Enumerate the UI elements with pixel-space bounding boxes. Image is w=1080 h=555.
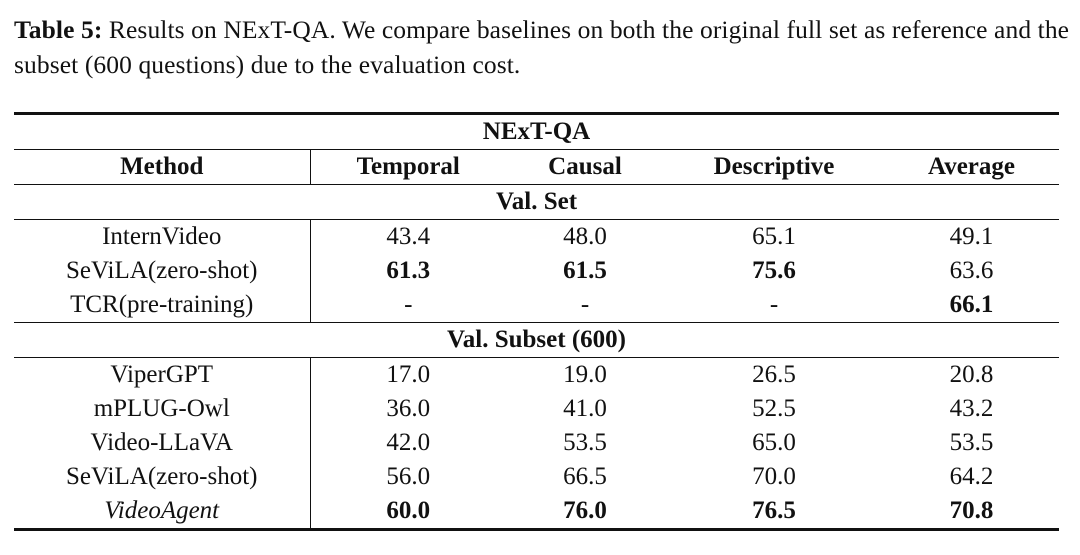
header-average: Average [884, 150, 1059, 185]
value-cell: - [580, 291, 590, 318]
value-cell: 20.8 [884, 358, 1059, 393]
value-cell-best: 75.6 [752, 257, 796, 284]
section-header [14, 323, 1059, 358]
method-cell: Video-LLaVA [14, 426, 310, 460]
method-cell: SeViLA(zero-shot) [14, 254, 310, 288]
value-cell: 43.2 [949, 395, 994, 422]
table-row [14, 392, 1059, 426]
table-row [14, 254, 1059, 288]
section-header [14, 185, 1059, 220]
table-title: NExT-QA [14, 114, 1059, 150]
value-cell: 17.0 [310, 358, 506, 393]
header-method: Method [14, 150, 310, 185]
value-cell: 36.0 [386, 395, 431, 422]
method-cell: ViperGPT [14, 358, 310, 393]
value-cell: 43.4 [310, 220, 506, 255]
value-cell: 70.0 [752, 463, 796, 490]
value-cell: 49.1 [884, 220, 1059, 255]
header-row [14, 150, 1059, 185]
method-cell: mPLUG-Owl [14, 392, 310, 426]
value-cell-best: 60.0 [310, 494, 506, 530]
header-temporal: Temporal [310, 150, 506, 185]
table-caption [14, 12, 1074, 82]
section-val-set: Val. Set [14, 185, 1059, 220]
table-row [14, 220, 1059, 255]
table-row [14, 426, 1059, 460]
value-cell: 42.0 [386, 429, 431, 456]
section-val-subset: Val. Subset (600) [14, 323, 1059, 358]
value-cell: - [769, 291, 779, 318]
value-cell: 26.5 [664, 358, 884, 393]
value-cell: 56.0 [386, 463, 431, 490]
method-cell: VideoAgent [14, 494, 310, 530]
value-cell-best: 76.0 [506, 494, 664, 530]
value-cell: 66.5 [563, 463, 607, 490]
table-title-row [14, 114, 1059, 150]
value-cell: 41.0 [563, 395, 607, 422]
value-cell: 65.0 [752, 429, 796, 456]
table-row [14, 494, 1059, 530]
value-cell: 65.1 [664, 220, 884, 255]
value-cell: 52.5 [752, 395, 796, 422]
value-cell: 53.5 [949, 429, 994, 456]
table-row [14, 460, 1059, 494]
value-cell: 53.5 [563, 429, 607, 456]
value-cell-best: 61.3 [386, 257, 431, 284]
value-cell-best: 66.1 [949, 291, 994, 318]
header-causal: Causal [506, 150, 664, 185]
method-cell: SeViLA(zero-shot) [14, 460, 310, 494]
table-row [14, 358, 1059, 393]
value-cell-best: 61.5 [563, 257, 607, 284]
value-cell-best: 76.5 [664, 494, 884, 530]
caption-label: Table 5: [14, 15, 103, 44]
value-cell: 64.2 [949, 463, 994, 490]
value-cell: - [404, 291, 413, 318]
value-cell: 19.0 [506, 358, 664, 393]
value-cell-best: 70.8 [884, 494, 1059, 530]
value-cell: 48.0 [506, 220, 664, 255]
method-cell: TCR(pre-training) [14, 288, 310, 323]
table-row [14, 288, 1059, 323]
header-descriptive: Descriptive [664, 150, 884, 185]
results-table [14, 112, 1059, 531]
caption-text: Results on NExT-QA. We compare baselines on both the original full set as reference and the subset (600 questions) due to the evaluation cost. [14, 15, 1070, 79]
value-cell: 63.6 [949, 257, 994, 284]
method-cell: InternVideo [14, 220, 310, 255]
